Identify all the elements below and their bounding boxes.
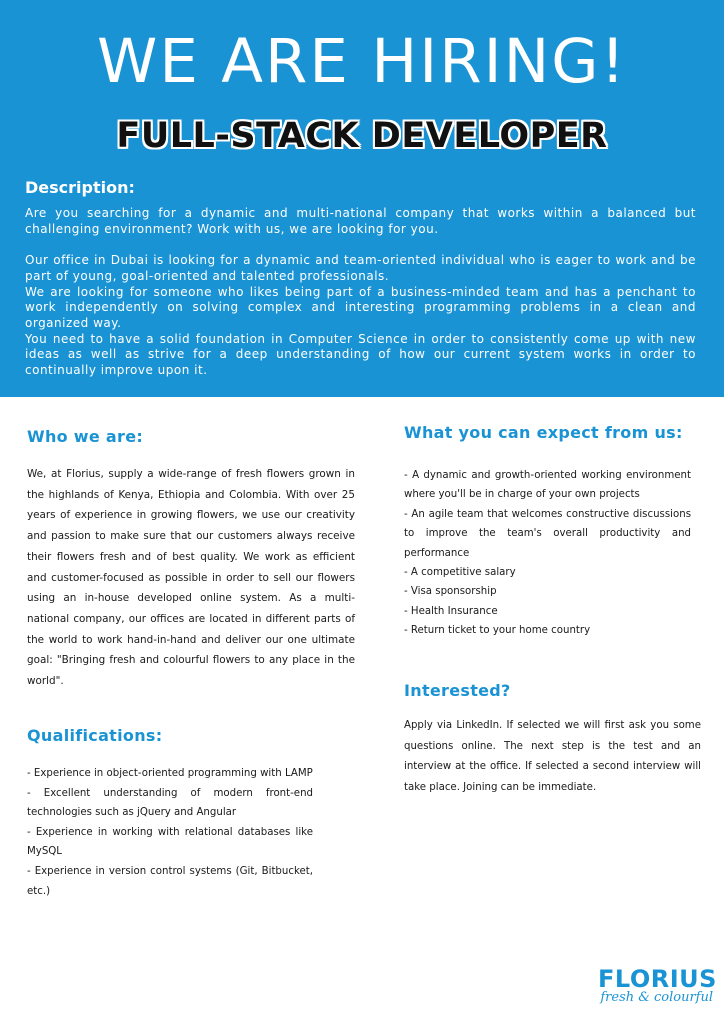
- qualifications-heading: Qualifications:: [27, 726, 163, 745]
- list-item: - Visa sponsorship: [404, 586, 497, 598]
- description-body: [25, 206, 696, 379]
- who-we-are-heading: Who we are:: [27, 427, 144, 446]
- page-title: WE ARE HIRING!: [97, 26, 627, 97]
- list-item: - Experience in object-oriented programming with LAMP: [27, 768, 313, 779]
- list-item: - Experience in version control systems (Git, Bitbucket, etc.): [27, 865, 313, 897]
- list-item: - An agile team that welcomes constructive discussions to improve the team's overall productivity and performance: [404, 508, 691, 559]
- list-item: - Excellent understanding of modern front-end technologies such as jQuery and Angular: [27, 787, 313, 819]
- expectations-list: [404, 466, 691, 641]
- florius-logo: [598, 965, 717, 1006]
- description-paragraph-1: Are you searching for a dynamic and multi-national company that works within a balanced but challenging environment? Work with us, we are looking for you.: [25, 206, 696, 236]
- expectations-heading: What you can expect from us:: [404, 423, 683, 442]
- paragraph-spacer: [25, 237, 696, 253]
- who-we-are-text: We, at Florius, supply a wide-range of fresh flowers grown in the highlands of Kenya, Ethiopia and Colombia. With over 25 years of experience in growing flowers, we use our creativity and passion to make sure that our customers always receive their flowers fresh and of best quality. We work as efficient and customer-focused as possible in order to sell our flowers using an in-house developed online system. As a multi-national company, our offices are located in different parts of the world to work hand-in-hand and deliver our one ultimate goal: "Bringing fresh and colourful flowers to any place in the world".: [27, 468, 355, 688]
- description-heading: Description:: [25, 178, 135, 197]
- qualifications-list: [27, 764, 313, 901]
- description-paragraph-3: We are looking for someone who likes being part of a business-minded team and has a penchant to work independently on solving complex and interesting programming problems in a clean and organized way.: [25, 284, 696, 330]
- hero-banner: [0, 0, 724, 397]
- description-paragraph-4: You need to have a solid foundation in Computer Science in order to consistently come up with new ideas as well as strive for a deep understanding of how our current system works in order to continually improve upon it.: [25, 331, 696, 378]
- list-item: - A dynamic and growth-oriented working environment where you'll be in charge of your own projects: [404, 470, 691, 501]
- list-item: - Health Insurance: [404, 605, 498, 617]
- logo-tagline: fresh & colourful: [600, 990, 713, 1005]
- job-title: FULL-STACK DEVELOPER: [116, 116, 608, 156]
- list-item: - Return ticket to your home country: [404, 625, 591, 637]
- interested-text: Apply via LinkedIn. If selected we will first ask you some questions online. The next step is the test and an interview at the office. If selected a second interview will take place. Joining can be immediate.: [404, 720, 701, 793]
- logo-name: FLORIUS: [598, 965, 717, 993]
- left-column: [27, 426, 355, 897]
- list-item: - Experience in working with relational databases like MySQL: [27, 826, 313, 858]
- list-item: - A competitive salary: [404, 567, 516, 579]
- right-column: [404, 422, 701, 793]
- description-paragraph-2: Our office in Dubai is looking for a dynamic and team-oriented individual who is eager to work and be part of young, goal-oriented and talented professionals.: [25, 253, 696, 283]
- interested-heading: Interested?: [404, 681, 511, 700]
